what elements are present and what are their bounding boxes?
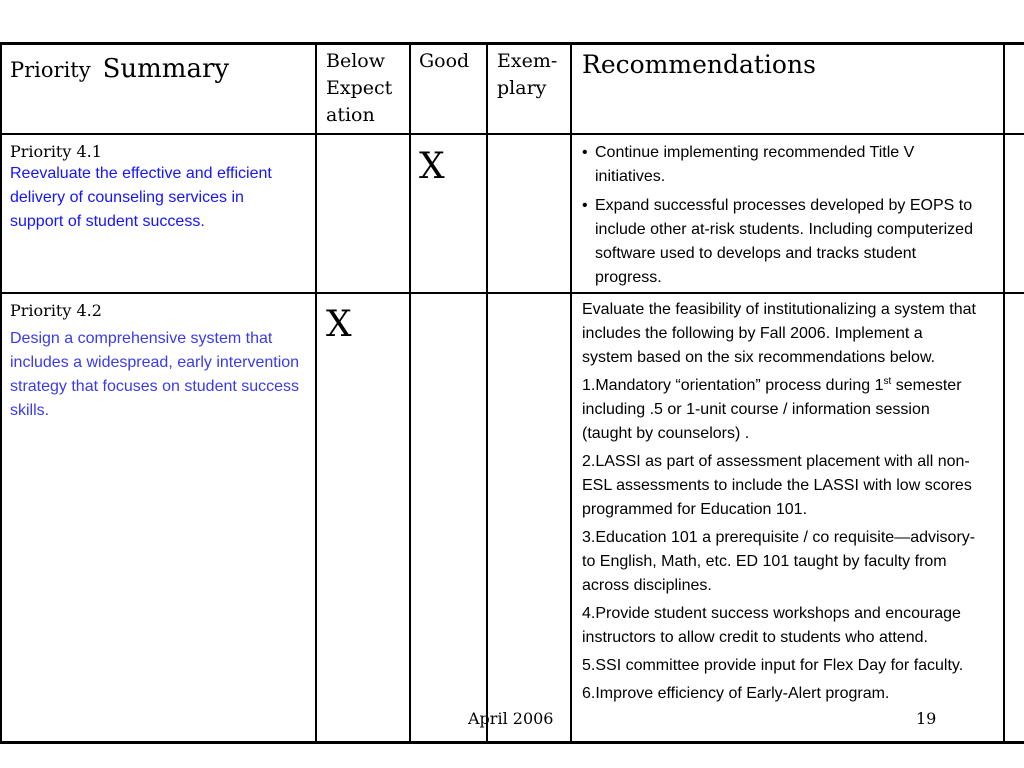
header-below-line: ation bbox=[326, 104, 375, 126]
recommendation-line: progress. bbox=[595, 269, 662, 286]
table-bottom-border bbox=[0, 741, 1024, 744]
recommendation-intro bbox=[582, 298, 1000, 370]
table-top-border bbox=[0, 42, 1024, 45]
recommendation-line: Evaluate the feasibility of institutionalizing a system that bbox=[582, 301, 976, 318]
priority-description: Reevaluate the effective and efficient delivery of counseling services in support of student success. bbox=[10, 165, 272, 230]
bullet-glyph: • bbox=[582, 144, 588, 161]
recommendation-line: programmed for Education 101. bbox=[582, 501, 808, 518]
header-row-divider bbox=[0, 133, 1024, 135]
priority-title: Priority 4.1 bbox=[10, 142, 102, 161]
header-below-expectation bbox=[326, 48, 392, 129]
recommendation-line: 4.Provide student success workshops and encourage bbox=[582, 605, 961, 622]
header-exemplary bbox=[497, 48, 557, 102]
footer-page-number: 19 bbox=[916, 709, 937, 728]
recommendation-text: 1.Mandatory “orientation” process during 1 bbox=[582, 377, 884, 394]
recommendation-line: Expand successful processes developed by EOPS to bbox=[595, 197, 973, 214]
rating-mark-below-expectation bbox=[326, 305, 352, 345]
header-priority-summary bbox=[10, 54, 229, 84]
recommendation-numbered-item bbox=[582, 526, 1000, 598]
rating-mark-good bbox=[419, 147, 445, 187]
recommendation-line: (taught by counselors) . bbox=[582, 425, 750, 442]
recommendation-line: instructors to allow credit to students who attend. bbox=[582, 629, 928, 646]
table-left-border bbox=[0, 42, 2, 744]
recommendation-line bbox=[582, 374, 1000, 398]
recommendation-line: 3.Education 101 a prerequisite / co requisite—advisory- bbox=[582, 529, 976, 546]
column-divider bbox=[315, 42, 317, 744]
header-good-label: Good bbox=[419, 50, 470, 72]
header-below-line: Expect bbox=[326, 77, 393, 99]
recommendation-bullet-item bbox=[582, 194, 1000, 290]
header-exemplary-line: Exem- bbox=[497, 50, 558, 72]
recommendation-text: semester bbox=[891, 377, 962, 394]
recommendation-line: initiatives. bbox=[595, 168, 666, 185]
recommendation-line: 5.SSI committee provide input for Flex Day for faculty. bbox=[582, 657, 964, 674]
header-recommendations bbox=[582, 50, 816, 80]
priority-cell bbox=[10, 142, 308, 234]
table-right-border bbox=[1003, 42, 1005, 744]
header-priority-word: Priority bbox=[10, 58, 91, 82]
recommendation-bullet-item bbox=[582, 141, 1000, 189]
recommendation-line: including .5 or 1-unit course / information session bbox=[582, 401, 930, 418]
priority-title: Priority 4.2 bbox=[10, 301, 102, 320]
header-summary-word: Summary bbox=[102, 54, 230, 84]
recommendation-cell bbox=[582, 298, 1000, 710]
recommendation-line: to English, Math, etc. ED 101 taught by faculty from bbox=[582, 553, 947, 570]
recommendation-line: 2.LASSI as part of assessment placement with all non- bbox=[582, 453, 970, 470]
rating-x-mark: X bbox=[419, 146, 445, 187]
recommendation-cell bbox=[582, 141, 1000, 295]
recommendation-line: 6.Improve efficiency of Early-Alert program. bbox=[582, 685, 890, 702]
recommendation-line: system based on the six recommendations below. bbox=[582, 349, 936, 366]
recommendation-numbered-item bbox=[582, 682, 1000, 706]
recommendation-line: include other at-risk students. Including computerized bbox=[595, 221, 973, 238]
recommendation-line: software used to develops and tracks student bbox=[595, 245, 917, 262]
recommendation-line: across disciplines. bbox=[582, 577, 712, 594]
recommendation-superscript: st bbox=[883, 376, 892, 387]
header-below-line: Below bbox=[326, 50, 385, 72]
recommendation-line: Continue implementing recommended Title V bbox=[595, 144, 915, 161]
recommendation-numbered-item bbox=[582, 450, 1000, 522]
priority-cell bbox=[10, 301, 308, 423]
column-divider bbox=[409, 42, 411, 744]
header-recommendations-label: Recommendations bbox=[582, 50, 816, 79]
column-divider bbox=[486, 42, 488, 744]
recommendation-numbered-item bbox=[582, 654, 1000, 678]
recommendation-line: ESL assessments to include the LASSI with low scores bbox=[582, 477, 972, 494]
priority-description: Design a comprehensive system that includes a widespread, early intervention strategy that focuses on student success skills. bbox=[10, 330, 300, 419]
recommendation-line: includes the following by Fall 2006. Implement a bbox=[582, 325, 923, 342]
recommendation-numbered-item bbox=[582, 602, 1000, 650]
bullet-glyph: • bbox=[582, 197, 588, 214]
column-divider bbox=[570, 42, 572, 744]
rating-x-mark: X bbox=[326, 304, 352, 345]
header-exemplary-line: plary bbox=[497, 77, 547, 99]
header-good bbox=[419, 48, 469, 75]
footer-date: April 2006 bbox=[468, 709, 554, 728]
recommendation-numbered-item bbox=[582, 374, 1000, 446]
